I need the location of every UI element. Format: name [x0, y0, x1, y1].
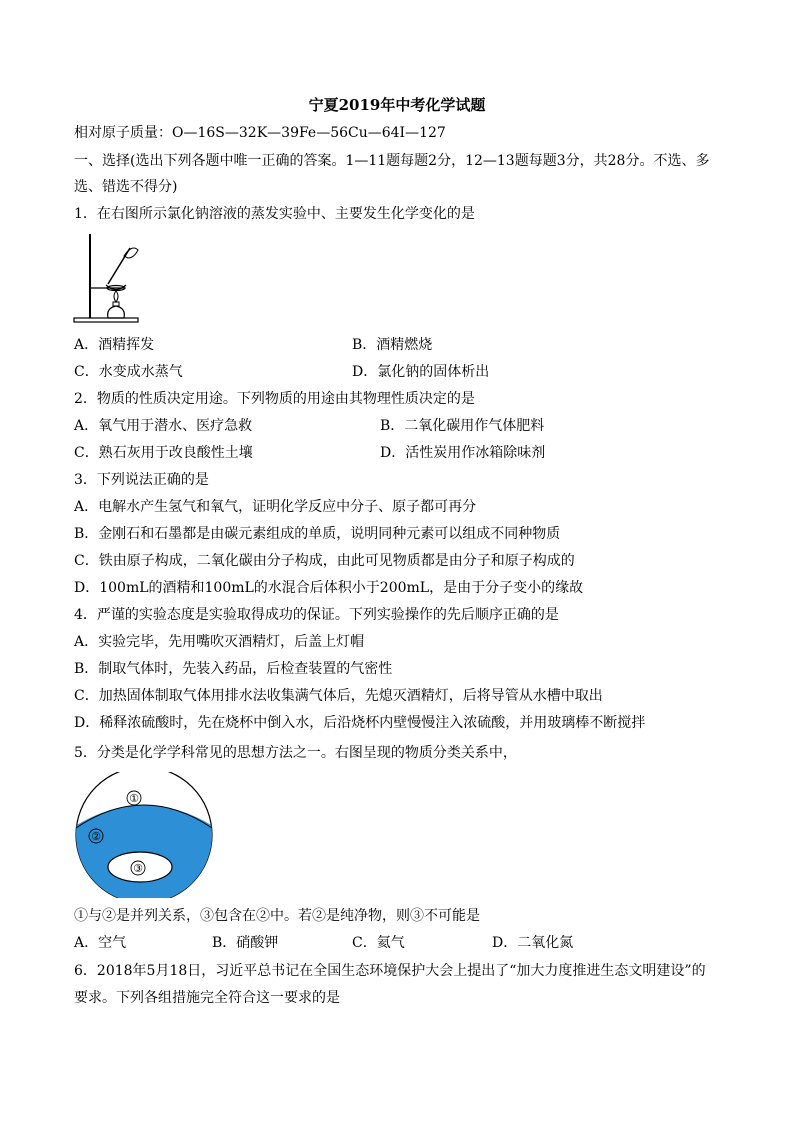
q4-option-a[interactable]: A．实验完毕，先用嘴吹灭酒精灯，后盖上灯帽 [74, 634, 365, 650]
question-6-stem-cont: 要求。下列各组措施完全符合这一要求的是 [74, 990, 340, 1006]
q2-option-a[interactable]: A．氧气用于潜水、医疗急救 [74, 418, 253, 434]
q3-option-c[interactable]: C．铁由原子构成，二氧化碳由分子构成，由此可见物质都是由分子和原子构成的 [74, 553, 575, 569]
q2-option-d[interactable]: D．活性炭用作冰箱除味剂 [380, 445, 546, 461]
question-3-stem: 3．下列说法正确的是 [74, 472, 209, 488]
q5-condition: ①与②是并列关系，③包含在②中。若②是纯净物，则③不可能是 [74, 908, 480, 924]
q2-option-c[interactable]: C．熟石灰用于改良酸性土壤 [74, 445, 253, 461]
q1-option-a[interactable]: A．酒精挥发 [74, 337, 155, 353]
q1-option-b[interactable]: B．酒精燃烧 [352, 337, 433, 353]
section-heading: 一、选择(选出下列各题中唯一正确的答案。1—11题每题2分，12—13题每题3分，共28分。不选、多 [74, 153, 710, 169]
region-2-fill [72, 805, 216, 898]
question-1-stem: 1．在右图所示氯化钠溶液的蒸发实验中、主要发生化学变化的是 [74, 206, 475, 222]
evaporation-apparatus-figure [72, 230, 152, 326]
q1-option-c[interactable]: C．水变成水蒸气 [74, 364, 183, 380]
question-5-stem: 5．分类是化学学科常见的思想方法之一。右图呈现的物质分类关系中， [74, 745, 517, 761]
q4-option-b[interactable]: B．制取气体时，先装入药品，后检查装置的气密性 [74, 661, 393, 677]
question-4-stem: 4．严谨的实验态度是实验取得成功的保证。下列实验操作的先后顺序正确的是 [74, 607, 559, 623]
q5-option-d[interactable]: D．二氧化氮 [492, 935, 574, 951]
q3-option-a[interactable]: A．电解水产生氢气和氧气，证明化学反应中分子、原子都可再分 [74, 499, 477, 515]
label-2: ② [91, 830, 101, 843]
q3-option-d[interactable]: D．100mL的酒精和100mL的水混合后体积小于200mL，是由于分子变小的缘故 [74, 580, 584, 596]
q3-option-b[interactable]: B．金刚石和石墨都是由碳元素组成的单质，说明同种元素可以组成不同种物质 [74, 526, 561, 542]
q2-option-b[interactable]: B．二氧化碳用作气体肥料 [380, 418, 545, 434]
q4-option-c[interactable]: C．加热固体制取气体用排水法收集满气体后，先熄灭酒精灯，后将导管从水槽中取出 [74, 688, 603, 704]
q1-option-d[interactable]: D．氯化钠的固体析出 [352, 364, 490, 380]
q5-option-c[interactable]: C．氦气 [352, 935, 405, 951]
page-title: 宁夏2019年中考化学试题 [308, 96, 486, 114]
atomic-mass-line: 相对原子质量：O—16S—32K—39Fe—56Cu—64I—127 [74, 125, 446, 141]
section-heading-cont: 选、错选不得分) [74, 179, 178, 195]
question-6-stem: 6．2018年5月18日，习近平总书记在全国生态环境保护大会上提出了“加大力度推进生态文明建设”的 [74, 963, 706, 979]
label-1: ① [129, 792, 139, 805]
q5-option-a[interactable]: A．空气 [74, 935, 127, 951]
classification-circle-figure [72, 772, 216, 898]
label-3: ③ [133, 862, 143, 875]
q5-option-b[interactable]: B．硝酸钾 [212, 935, 279, 951]
question-2-stem: 2．物质的性质决定用途。下列物质的用途由其物理性质决定的是 [74, 391, 475, 407]
q4-option-d[interactable]: D．稀释浓硫酸时，先在烧杯中倒入水，后沿烧杯内壁慢慢注入浓硫酸，并用玻璃棒不断搅拌 [74, 715, 646, 731]
